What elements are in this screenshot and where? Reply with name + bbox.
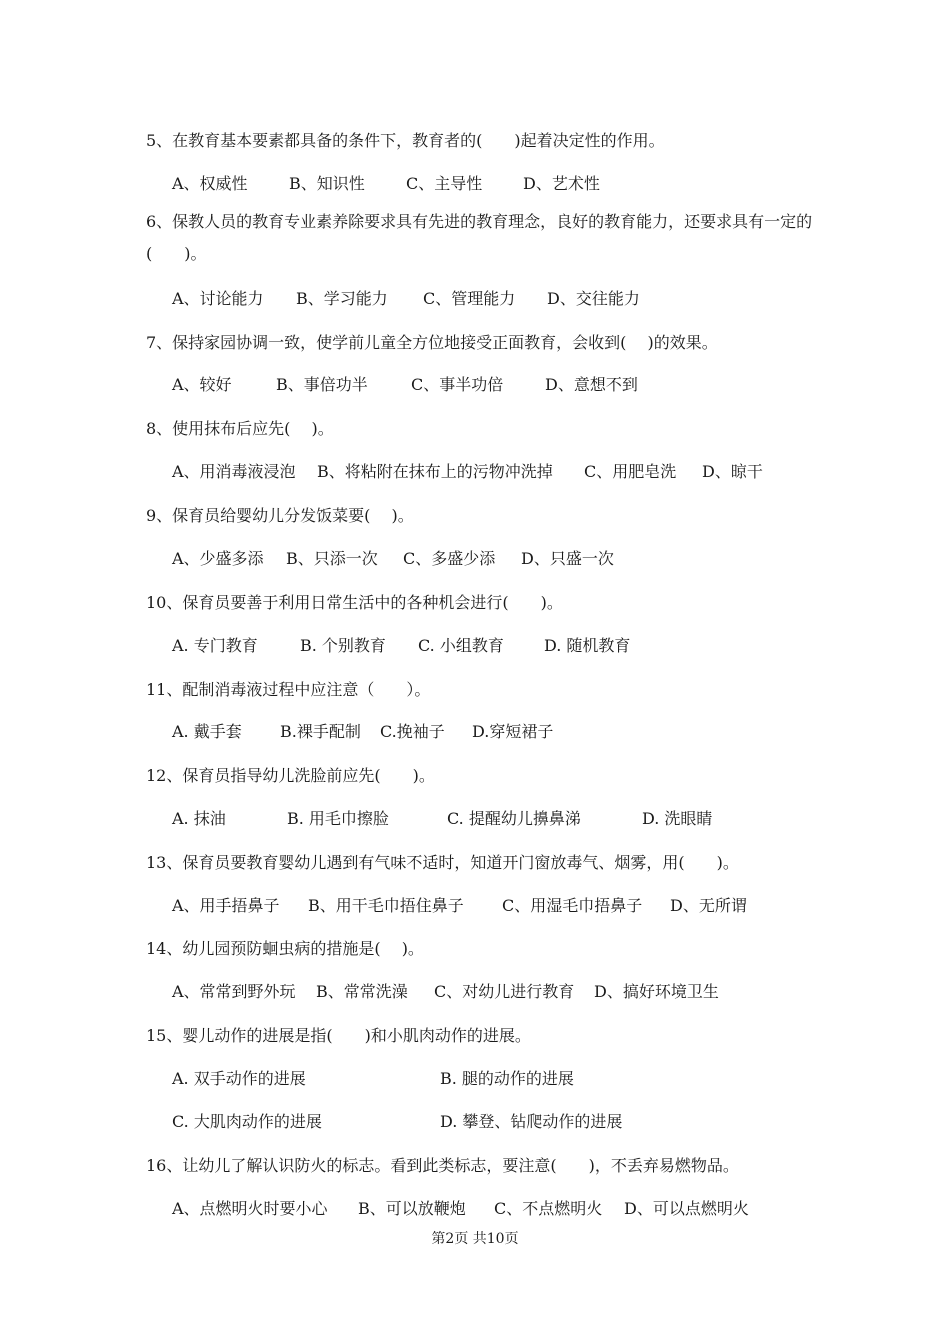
option-d: D、只盛一次: [521, 549, 614, 568]
question-5-options: [172, 171, 600, 194]
option-c: C. 大肌肉动作的进展: [172, 1112, 322, 1131]
question-14-options: [172, 979, 719, 1002]
option-d: D. 洗眼睛: [642, 809, 713, 828]
question-8: 8、使用抹布后应先( )。: [146, 419, 334, 438]
option-b: B、可以放鞭炮: [358, 1199, 466, 1218]
option-d: D. 随机教育: [544, 636, 631, 655]
option-c: C、用湿毛巾捂鼻子: [502, 896, 643, 915]
question-13-options: [172, 893, 747, 916]
question-7-options: [172, 372, 638, 395]
option-b: B、将粘附在抹布上的污物冲洗掉: [317, 462, 553, 481]
option-d: D、艺术性: [523, 174, 600, 193]
option-c: C、用肥皂洗: [584, 462, 677, 481]
option-a: A. 戴手套: [172, 722, 242, 741]
option-b: B.裸手配制: [280, 722, 361, 741]
question-9-options: [172, 546, 614, 569]
option-d: D、意想不到: [545, 375, 638, 394]
question-12-options: [172, 806, 712, 829]
option-c: C.挽袖子: [380, 722, 445, 741]
option-c: C、对幼儿进行教育: [434, 982, 575, 1001]
option-b: B. 腿的动作的进展: [440, 1069, 574, 1088]
option-c: C、多盛少添: [403, 549, 496, 568]
option-a: A. 抹油: [172, 809, 226, 828]
option-a: A、常常到野外玩: [172, 982, 296, 1001]
question-16-options: [172, 1196, 749, 1219]
question-7: 7、保持家园协调一致，使学前儿童全方位地接受正面教育，会收到( )的效果。: [146, 333, 718, 352]
question-10-options: [172, 633, 630, 656]
question-10: 10、保育员要善于利用日常生活中的各种机会进行( )。: [146, 593, 563, 612]
question-15-options-row1: [172, 1066, 574, 1089]
question-16: 16、让幼儿了解认识防火的标志。看到此类标志，要注意( )，不丢弃易燃物品。: [146, 1156, 739, 1175]
question-11: 11、配制消毒液过程中应注意（ ）。: [146, 680, 431, 699]
question-14: 14、幼儿园预防蛔虫病的措施是( )。: [146, 939, 424, 958]
option-c: C. 小组教育: [418, 636, 504, 655]
option-c: C、不点燃明火: [494, 1199, 603, 1218]
option-c: C、主导性: [406, 174, 483, 193]
question-15: 15、婴儿动作的进展是指( )和小肌肉动作的进展。: [146, 1026, 531, 1045]
page-footer: 第2页 共10页: [431, 1231, 519, 1247]
option-d: D、交往能力: [547, 289, 640, 308]
option-d: D. 攀登、钻爬动作的进展: [440, 1112, 623, 1131]
option-d: D、可以点燃明火: [624, 1199, 749, 1218]
option-a: A、用消毒液浸泡: [172, 462, 296, 481]
option-d: D、搞好环境卫生: [594, 982, 719, 1001]
question-13: 13、保育员要教育婴幼儿遇到有气味不适时，知道开门窗放毒气、烟雾，用( )。: [146, 853, 739, 872]
question-15-options-row2: [172, 1109, 622, 1132]
option-a: A. 专门教育: [172, 636, 258, 655]
question-8-options: [172, 459, 763, 482]
option-b: B、事倍功半: [276, 375, 368, 394]
option-d: D、晾干: [702, 462, 763, 481]
option-b: B、常常洗澡: [316, 982, 408, 1001]
option-b: B、只添一次: [286, 549, 378, 568]
option-b: B. 用毛巾擦脸: [287, 809, 389, 828]
question-6-options: [172, 286, 640, 309]
option-d: D.穿短裙子: [472, 722, 554, 741]
option-a: A、讨论能力: [172, 289, 264, 308]
option-c: C、管理能力: [423, 289, 516, 308]
option-a: A. 双手动作的进展: [172, 1069, 306, 1088]
option-b: B、学习能力: [296, 289, 388, 308]
question-5: 5、在教育基本要素都具备的条件下，教育者的( )起着决定性的作用。: [146, 131, 665, 150]
option-b: B、知识性: [289, 174, 365, 193]
option-d: D、无所谓: [670, 896, 747, 915]
option-a: A、点燃明火时要小心: [172, 1199, 328, 1218]
option-b: B. 个别教育: [300, 636, 386, 655]
option-c: C、事半功倍: [411, 375, 504, 394]
option-b: B、用干毛巾捂住鼻子: [308, 896, 464, 915]
option-a: A、权威性: [172, 174, 248, 193]
option-a: A、较好: [172, 375, 232, 394]
question-9: 9、保育员给婴幼儿分发饭菜要( )。: [146, 506, 414, 525]
question-11-options: [172, 719, 553, 742]
question-6: 6、保教人员的教育专业素养除要求具有先进的教育理念，良好的教育能力，还要求具有一定的( )。: [146, 212, 813, 263]
option-c: C. 提醒幼儿擤鼻涕: [447, 809, 581, 828]
option-a: A、少盛多添: [172, 549, 264, 568]
option-a: A、用手捂鼻子: [172, 896, 280, 915]
question-12: 12、保育员指导幼儿洗脸前应先( )。: [146, 766, 435, 785]
